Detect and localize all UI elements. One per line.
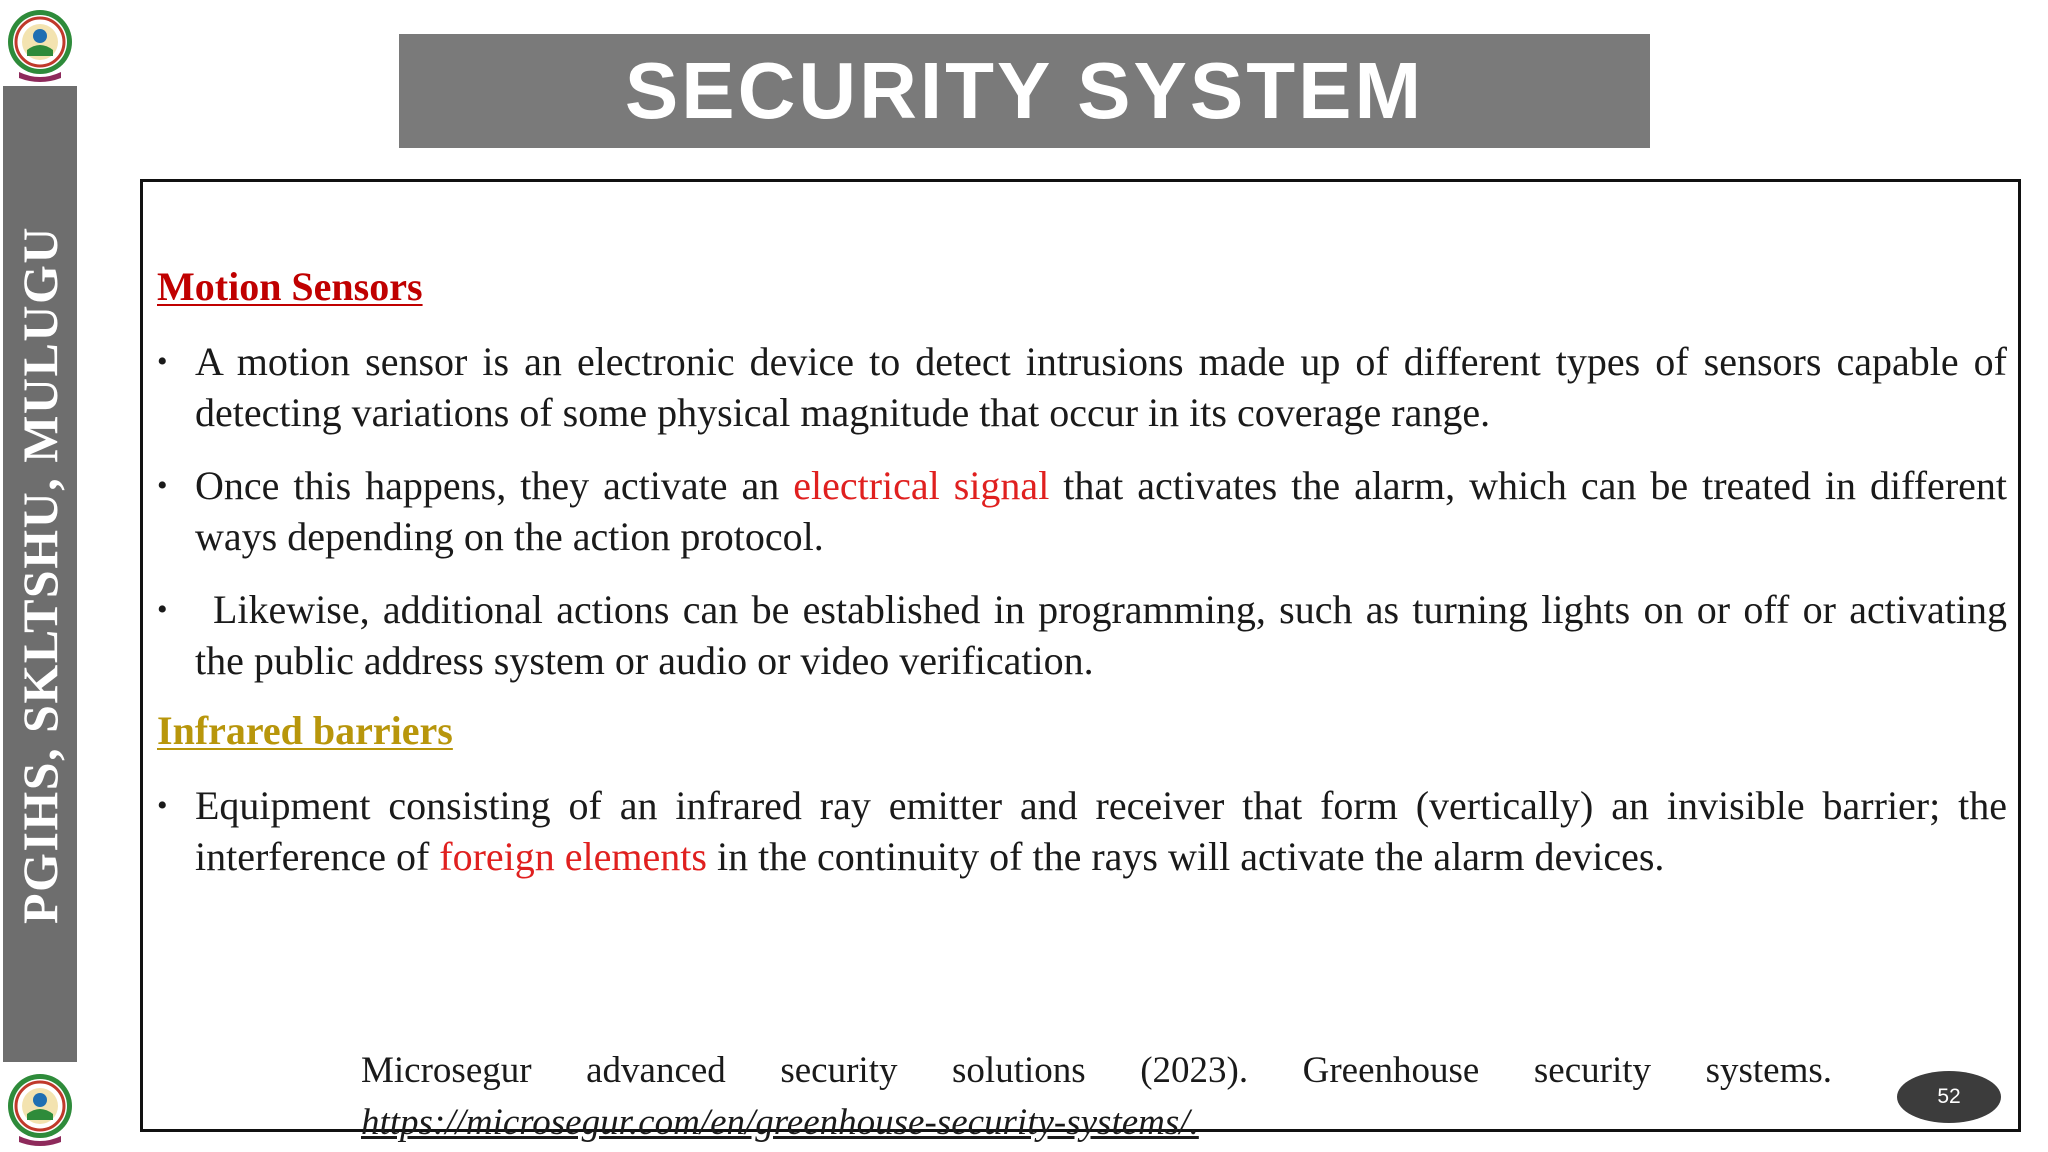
bullet-icon: • [157, 345, 168, 378]
university-emblem-icon [5, 1066, 75, 1148]
bullet-item [157, 780, 2007, 882]
reference-link[interactable]: https://microsegur.com/en/greenhouse-security-systems/. [361, 1102, 1199, 1143]
bullet-icon: • [157, 593, 168, 626]
bullet-text [195, 460, 2007, 562]
bullet-item [157, 584, 2007, 686]
bullet-icon: • [157, 469, 168, 502]
heading-motion-sensors: Motion Sensors [157, 264, 423, 309]
bullet-text-part: that activates the alarm, which can be treated in different ways depending on the action protocol. [195, 463, 2008, 559]
bullet-text [195, 780, 2007, 882]
highlight-electrical-signal: electrical signal [793, 463, 1050, 508]
bullet-text: A motion sensor is an electronic device to detect intrusions made up of different types of sensors capable of detecting variations of some physical magnitude that occur in its coverage range. [195, 339, 2007, 435]
title-banner [399, 34, 1650, 148]
highlight-foreign-elements: foreign elements [439, 834, 707, 879]
university-emblem-icon [5, 2, 75, 84]
reference-text: Microsegur advanced security solutions (2023). Greenhouse security systems. [361, 1050, 1832, 1091]
sidebar-institution-text: PGIHS, SKLTSHU, MULUGU [12, 226, 68, 924]
logo-bottom [3, 1062, 77, 1152]
bullet-text: Likewise, additional actions can be established in programming, such as turning lights on or off or activating the public address system or audio or video verification. [195, 587, 2007, 683]
bullet-text-part: Once this happens, they activate an [195, 463, 794, 508]
bullet-item [157, 460, 2007, 562]
logo-top [3, 0, 77, 86]
bullet-icon: • [157, 789, 168, 822]
bullet-text-part: in the continuity of the rays will activate the alarm devices. [706, 834, 1665, 879]
heading-infrared-barriers: Infrared barriers [157, 708, 453, 753]
slide-title: SECURITY SYSTEM [624, 46, 1425, 135]
page-number-badge: 52 [1897, 1071, 2001, 1123]
reference-citation [361, 1045, 1832, 1149]
bullet-text-part: Equipment consisting of an infrared ray emitter and receiver that form (vertically) an invisible barrier; the interference of [195, 783, 2007, 879]
bullet-item [157, 336, 2007, 438]
